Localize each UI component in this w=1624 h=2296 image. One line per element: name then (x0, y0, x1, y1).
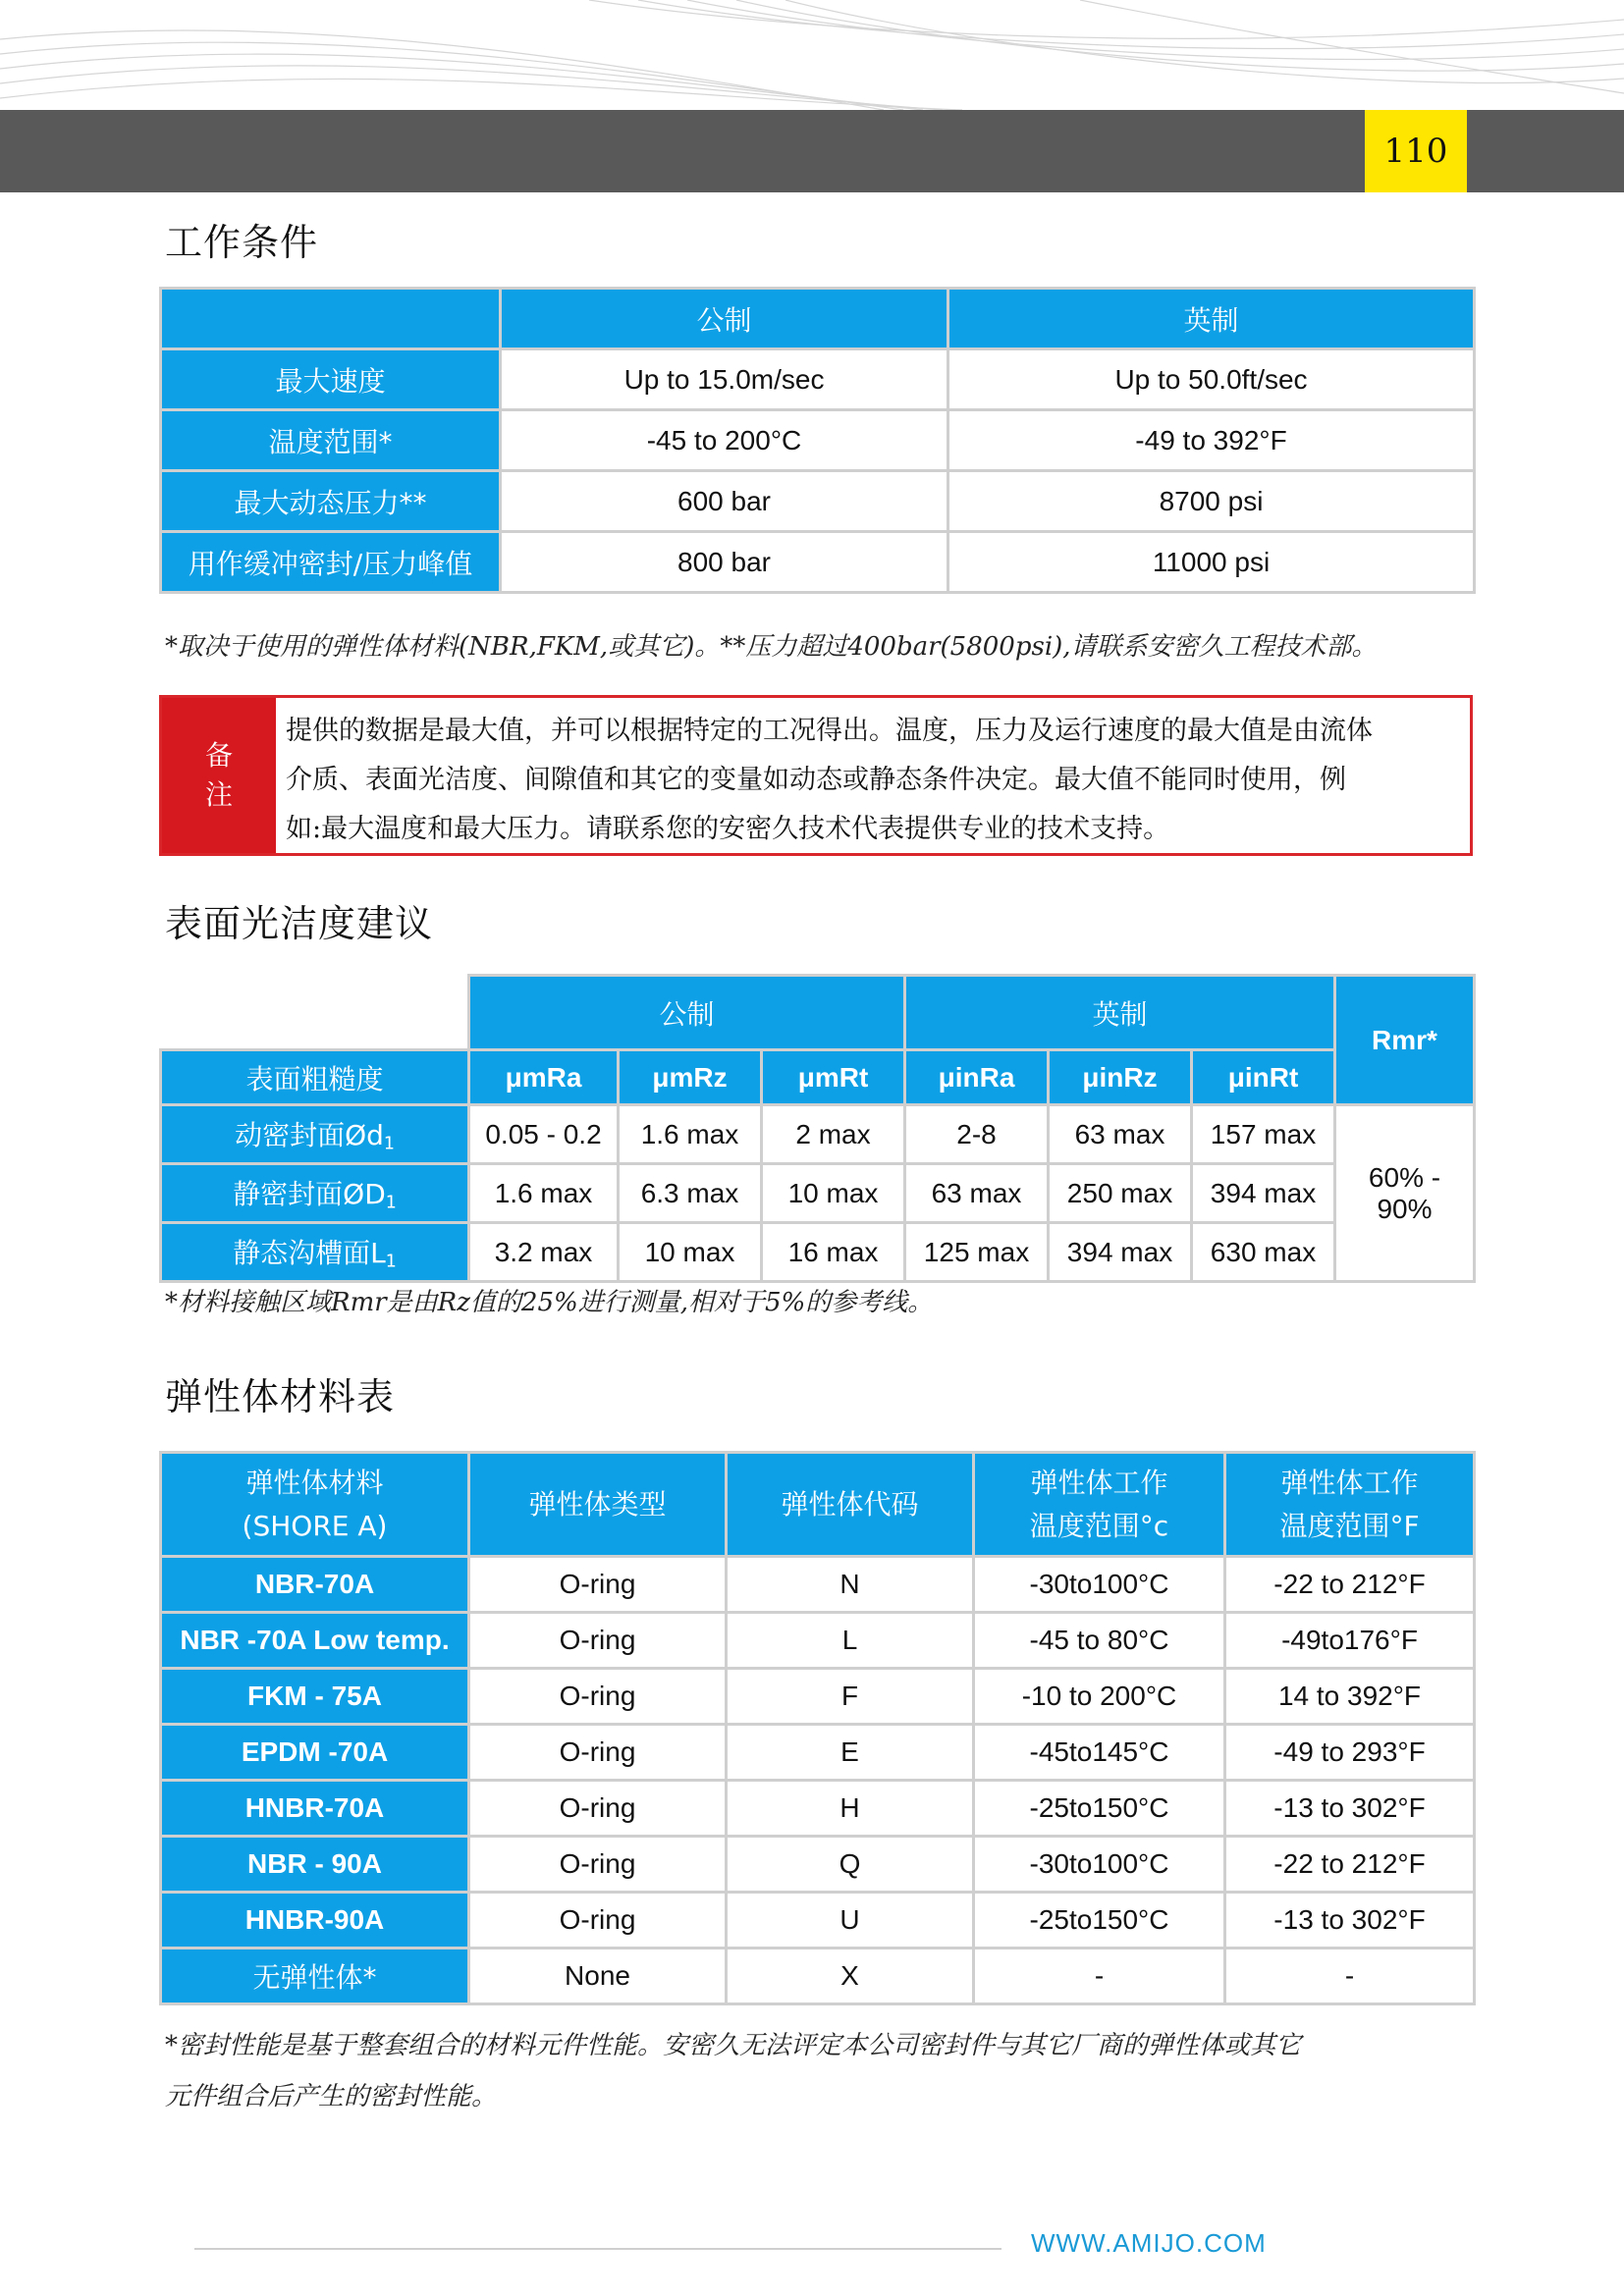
table-row (161, 471, 1475, 532)
cell-value: U (727, 1893, 974, 1949)
cell-value: O-ring (469, 1613, 727, 1669)
cell-value: 8700 psi (948, 471, 1475, 532)
header-line: 弹性体材料 (245, 1466, 384, 1499)
cell-value: 394 max (1049, 1223, 1192, 1282)
cell-value: X (727, 1949, 974, 2004)
cell-value: -30to100°C (974, 1557, 1225, 1613)
cell-value: O-ring (469, 1669, 727, 1725)
cell-value: 2-8 (905, 1105, 1049, 1164)
cell-value: O-ring (469, 1781, 727, 1837)
remark-box (159, 695, 1473, 856)
cell-value: Up to 50.0ft/sec (948, 349, 1475, 410)
cell-value: -22 to 212°F (1225, 1837, 1475, 1893)
page-number: 110 (1365, 110, 1467, 192)
header-line: 弹性体工作 (1030, 1466, 1168, 1499)
table-row (161, 1669, 1475, 1725)
section-title-working-conditions: 工作条件 (165, 221, 319, 264)
cell-value: O-ring (469, 1725, 727, 1781)
cell-value: 250 max (1049, 1164, 1192, 1223)
table-row (161, 1557, 1475, 1613)
row-label: NBR -70A Low temp. (161, 1613, 469, 1669)
cell-value: 1.6 max (619, 1105, 762, 1164)
cell-value: 10 max (619, 1223, 762, 1282)
cell-value: -45 to 80°C (974, 1613, 1225, 1669)
remark-label-top: 备 (204, 739, 233, 772)
column-header: μinRa (905, 1050, 1049, 1105)
column-header: μinRt (1192, 1050, 1335, 1105)
surface-finish-footnote: *材料接触区域Rmr是由Rz值的25%进行测量,相对于5%的参考线。 (165, 1288, 934, 1317)
cell-value: 6.3 max (619, 1164, 762, 1223)
elastomer-table-body (161, 1557, 1475, 2004)
row-label: EPDM -70A (161, 1725, 469, 1781)
table-corner-empty (161, 976, 469, 1050)
header-line: (SHORE A) (242, 1509, 388, 1542)
cell-value: -30to100°C (974, 1837, 1225, 1893)
table-header-imperial: 英制 (948, 289, 1475, 349)
table-row (161, 1223, 1475, 1282)
row-label: 动密封面$Ød_1$ (161, 1105, 469, 1164)
row-label: 最大速度 (161, 349, 501, 410)
cell-value: Up to 15.0m/sec (501, 349, 948, 410)
rmr-value-line: 90% (1377, 1193, 1433, 1224)
elastomer-footnote-line: 元件组合后产生的密封性能。 (165, 2082, 498, 2111)
rmr-value-line: 60% - (1368, 1161, 1441, 1193)
table-row (161, 1613, 1475, 1669)
table-row (161, 410, 1475, 471)
cell-value: O-ring (469, 1557, 727, 1613)
remark-label-bottom: 注 (204, 778, 233, 811)
cell-value: 0.05 - 0.2 (469, 1105, 619, 1164)
header-wave-decoration (0, 0, 1624, 128)
cell-value: O-ring (469, 1893, 727, 1949)
table-header-rmr: Rmr* (1335, 976, 1475, 1105)
cell-value: 125 max (905, 1223, 1049, 1282)
column-header: μmRz (619, 1050, 762, 1105)
column-header: μinRz (1049, 1050, 1192, 1105)
cell-value: -25to150°C (974, 1781, 1225, 1837)
cell-value: 157 max (1192, 1105, 1335, 1164)
header-line: 温度范围°F (1279, 1509, 1420, 1542)
cell-value: -13 to 302°F (1225, 1781, 1475, 1837)
table-row (161, 532, 1475, 593)
cell-value: None (469, 1949, 727, 2004)
cell-value: O-ring (469, 1837, 727, 1893)
table-header-empty (161, 289, 501, 349)
column-header: μmRa (469, 1050, 619, 1105)
row-label: FKM - 75A (161, 1669, 469, 1725)
cell-value: N (727, 1557, 974, 1613)
cell-value: F (727, 1669, 974, 1725)
cell-value: -45to145°C (974, 1725, 1225, 1781)
table-header-metric: 公制 (501, 289, 948, 349)
cell-value: -10 to 200°C (974, 1669, 1225, 1725)
cell-value: 11000 psi (948, 532, 1475, 593)
table-header-roughness: 表面粗糙度 (161, 1050, 469, 1105)
table-row (161, 1949, 1475, 2004)
cell-value: - (1225, 1949, 1475, 2004)
elastomer-footnote-line: *密封性能是基于整套组合的材料元件性能。安密久无法评定本公司密封件与其它厂商的弹性体或其它 (165, 2031, 1302, 2060)
surface-finish-table (159, 974, 1476, 1283)
section-title-elastomer-table: 弹性体材料表 (165, 1375, 396, 1418)
cell-value: 394 max (1192, 1164, 1335, 1223)
table-row (161, 349, 1475, 410)
remark-text (276, 698, 1470, 853)
remark-line: 介质、表面光洁度、间隙值和其它的变量如动态或静态条件决定。最大值不能同时使用，例 (286, 765, 1346, 795)
table-row (161, 1837, 1475, 1893)
row-label: 无弹性体* (161, 1949, 469, 2004)
table-row (161, 1893, 1475, 1949)
cell-value: 14 to 392°F (1225, 1669, 1475, 1725)
row-label: HNBR-90A (161, 1893, 469, 1949)
elastomer-footnote (165, 2020, 1301, 2122)
remark-label (162, 698, 276, 853)
row-label: 用作缓冲密封/压力峰值 (161, 532, 501, 593)
cell-value: -45 to 200°C (501, 410, 948, 471)
cell-value: -22 to 212°F (1225, 1557, 1475, 1613)
cell-value: 630 max (1192, 1223, 1335, 1282)
table-header-imperial: 英制 (905, 976, 1335, 1050)
cell-value: 800 bar (501, 532, 948, 593)
cell-value: 63 max (905, 1164, 1049, 1223)
table-row (161, 1781, 1475, 1837)
column-header-code: 弹性体代码 (727, 1453, 974, 1557)
row-label: 最大动态压力** (161, 471, 501, 532)
row-label: HNBR-70A (161, 1781, 469, 1837)
column-header-type: 弹性体类型 (469, 1453, 727, 1557)
cell-value: -25to150°C (974, 1893, 1225, 1949)
remark-line: 如:最大温度和最大压力。请联系您的安密久技术代表提供专业的技术支持。 (286, 814, 1170, 844)
cell-value: 16 max (762, 1223, 905, 1282)
remark-line: 提供的数据是最大值，并可以根据特定的工况得出。温度，压力及运行速度的最大值是由流体 (286, 716, 1373, 746)
cell-value: E (727, 1725, 974, 1781)
elastomer-material-table (159, 1451, 1476, 2005)
cell-value: -13 to 302°F (1225, 1893, 1475, 1949)
cell-value: L (727, 1613, 974, 1669)
row-label: NBR - 90A (161, 1837, 469, 1893)
footer-divider (194, 2248, 1001, 2250)
cell-value: 1.6 max (469, 1164, 619, 1223)
cell-value: -49 to 392°F (948, 410, 1475, 471)
row-label: 温度范围* (161, 410, 501, 471)
column-header: μmRt (762, 1050, 905, 1105)
cell-value: 3.2 max (469, 1223, 619, 1282)
table-row (161, 1105, 1475, 1164)
row-label: NBR-70A (161, 1557, 469, 1613)
cell-value: -49 to 293°F (1225, 1725, 1475, 1781)
column-header-material (161, 1453, 469, 1557)
header-line: 弹性体工作 (1280, 1466, 1419, 1499)
cell-value: Q (727, 1837, 974, 1893)
working-conditions-table (159, 287, 1476, 594)
column-header-temp-f (1225, 1453, 1475, 1557)
cell-value: -49to176°F (1225, 1613, 1475, 1669)
section-title-surface-finish: 表面光洁度建议 (165, 902, 434, 945)
working-conditions-footnote: *取决于使用的弹性体材料(NBR,FKM,或其它)。**压力超过400bar(5800psi),请联系安密久工程技术部。 (165, 632, 1378, 662)
table-row (161, 1164, 1475, 1223)
cell-value: 63 max (1049, 1105, 1192, 1164)
cell-value: - (974, 1949, 1225, 2004)
rmr-value (1335, 1105, 1475, 1282)
column-header-temp-c (974, 1453, 1225, 1557)
cell-value: 10 max (762, 1164, 905, 1223)
cell-value: H (727, 1781, 974, 1837)
table-header-metric: 公制 (469, 976, 905, 1050)
row-label: 静密封面$ØD_1$ (161, 1164, 469, 1223)
footer-url[interactable]: WWW.AMIJO.COM (1031, 2228, 1267, 2258)
table-row (161, 1725, 1475, 1781)
cell-value: 600 bar (501, 471, 948, 532)
cell-value: 2 max (762, 1105, 905, 1164)
row-label: 静态沟槽面$L_1$ (161, 1223, 469, 1282)
header-line: 温度范围°c (1029, 1509, 1169, 1542)
